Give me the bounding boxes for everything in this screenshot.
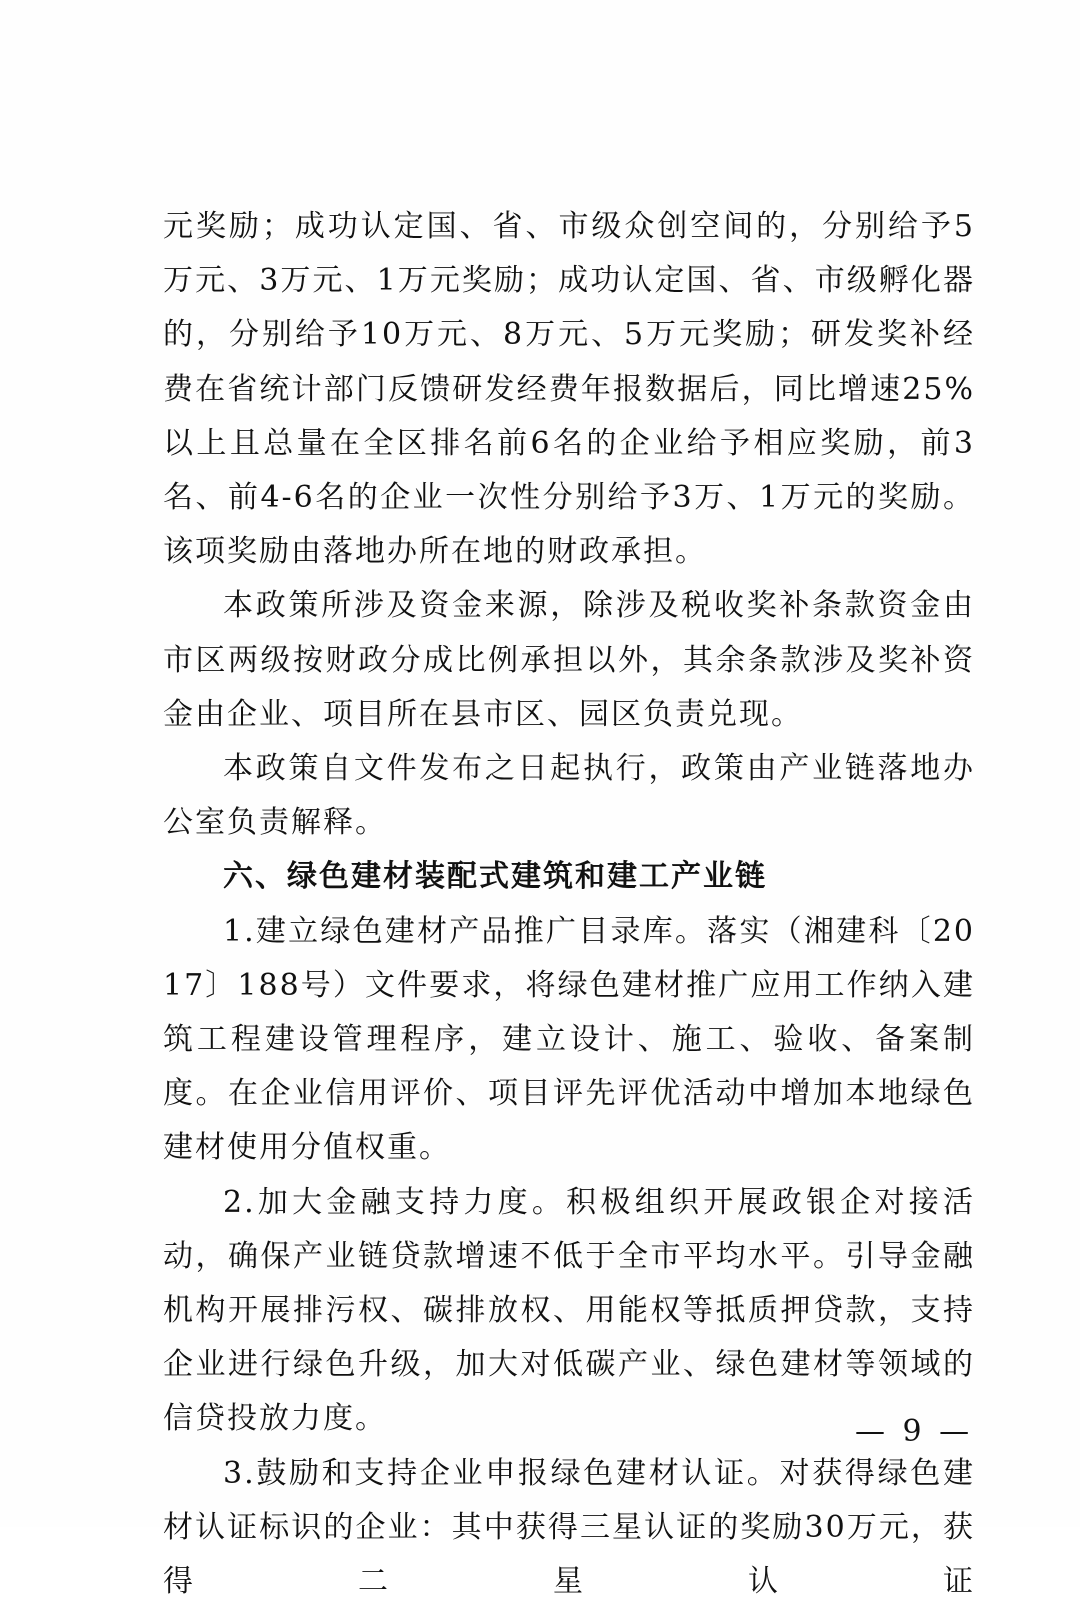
paragraph-continuation: 元奖励；成功认定国、省、市级众创空间的，分别给予5万元、3万元、1万元奖励；成功认定国、省、市级孵化器的，分别给予10万元、8万元、5万元奖励；研发奖补经费在省统计部门反馈研发经费年报数据后，同比增速25%以上且总量在全区排名前6名的企业给予相应奖励，前3名、前4-6名的企业一次性分别给予3万、1万元的奖励。该项奖励由落地办所在地的财政承担。 [163, 209, 975, 570]
page-number: — 9 — [855, 1414, 974, 1449]
paragraph-item-1: 1.建立绿色建材产品推广目录库。落实（湘建科〔2017〕188号）文件要求，将绿色建材推广应用工作纳入建筑工程建设管理程序，建立设计、施工、验收、备案制度。在企业信用评价、项目评先评优活动中增加本地绿色建材使用分值权重。 [163, 913, 975, 1166]
paragraph-item-2: 2.加大金融支持力度。积极组织开展政银企对接活动，确保产业链贷款增速不低于全市平均水平。引导金融机构开展排污权、碳排放权、用能权等抵质押贷款，支持企业进行绿色升级，加大对低碳产业、绿色建材等领域的信贷投放力度。 [163, 1184, 975, 1437]
section-heading-green-building: 六、绿色建材装配式建筑和建工产业链 [223, 859, 767, 895]
paragraph-item-3: 3.鼓励和支持企业申报绿色建材认证。对获得绿色建材认证标识的企业：其中获得三星认证的奖励30万元，获得二星认证 [163, 1455, 975, 1600]
paragraph-effective-date: 本政策自文件发布之日起执行，政策由产业链落地办公室负责解释。 [163, 751, 975, 841]
document-body [163, 200, 975, 1609]
paragraph-funding-source: 本政策所涉及资金来源，除涉及税收奖补条款资金由市区两级按财政分成比例承担以外，其余条款涉及奖补资金由企业、项目所在县市区、园区负责兑现。 [163, 588, 975, 732]
